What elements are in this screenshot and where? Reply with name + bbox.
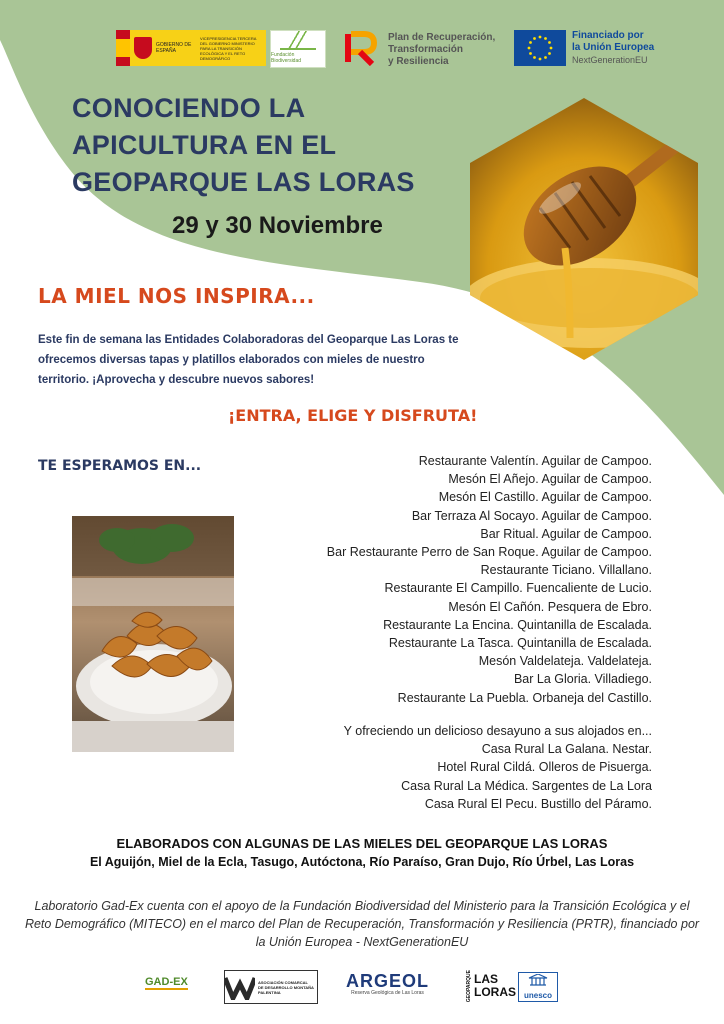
unesco-temple-icon xyxy=(528,974,548,986)
header-logos xyxy=(116,28,676,68)
fundacion-biodiversidad-logo: Fundación Biodiversidad xyxy=(270,30,326,68)
prtr-logo xyxy=(342,30,378,66)
restaurant-item: Bar Restaurante Perro de San Roque. Aguilar de Campoo. xyxy=(326,545,652,560)
restaurant-item: Mesón Valdelateja. Valdelateja. xyxy=(478,654,652,669)
slogan: ¡ENTRA, ELIGE Y DISFRUTA! xyxy=(228,406,478,425)
unesco-logo: unesco xyxy=(518,972,558,1002)
eu-flag-icon xyxy=(514,30,566,66)
restaurant-item: Restaurante El Campillo. Fuencaliente de Lucio. xyxy=(384,581,652,596)
restaurant-item: Mesón El Castillo. Aguilar de Campoo. xyxy=(438,490,652,505)
footer-funding-text: Laboratorio Gad-Ex cuenta con el apoyo de la Fundación Biodiversidad del Ministerio para la Transición Ecológica y el Reto Demográfico (MITECO) en el marco del Plan de Recuperación, Transformación y Resiliencia (PRTR), financiado por la Unión Europea - NextGenerationEU xyxy=(24,899,700,949)
mieles-title: ELABORADOS CON ALGUNAS DE LAS MIELES DEL GEOPARQUE LAS LORAS xyxy=(116,836,608,851)
asociacion-logo: ASOCIACIÓN COMARCAL DE DESARROLLO MONTAÑA PALENTINA xyxy=(224,970,318,1004)
honey-dipper-photo xyxy=(470,98,698,360)
lodging-item: Casa Rural La Médica. Sargentes de La Lora xyxy=(401,778,652,793)
honey-tapas-photo xyxy=(72,516,234,752)
gadex-logo: GAD-EX xyxy=(145,976,188,988)
intro-paragraph: Este fin de semana las Entidades Colaboradoras del Geoparque Las Loras te ofrecemos diversas tapas y platillos elaborados con mieles de nuestro territorio. ¡Aprovecha y descubre nuevos sabores! xyxy=(38,334,459,386)
restaurant-item: Restaurante La Encina. Quintanilla de Escalada. xyxy=(383,617,652,632)
restaurant-item: Mesón El Cañón. Pesquera de Ebro. xyxy=(448,599,652,614)
restaurant-item: Restaurante La Tasca. Quintanilla de Escalada. xyxy=(388,636,652,651)
lodging-item: Casa Rural La Galana. Nestar. xyxy=(481,742,652,757)
lodging-item: Hotel Rural Cildá. Olleros de Pisuerga. xyxy=(437,760,652,775)
poster-title: CONOCIENDO LA APICULTURA EN EL GEOPARQUE LAS LORAS xyxy=(72,93,415,197)
footer-logos xyxy=(0,966,724,1010)
restaurant-item: Bar Ritual. Aguilar de Campoo. xyxy=(480,526,652,541)
gobierno-espana-logo: GOBIERNO DE ESPAÑA VICEPRESIDENCIA TERCERA DEL GOBIERNO MINISTERIO PARA LA TRANSICIÓN ECOLÓGICA Y EL RETO DEMOGRÁFICO xyxy=(116,30,266,66)
te-esperamos-heading: TE ESPERAMOS EN... xyxy=(38,458,202,474)
event-date: 29 y 30 Noviembre xyxy=(172,212,383,239)
restaurant-list xyxy=(232,452,652,707)
lodging-list xyxy=(232,722,652,813)
restaurant-item: Bar La Gloria. Villadiego. xyxy=(513,672,652,687)
restaurant-item: Bar Terraza Al Socayo. Aguilar de Campoo. xyxy=(411,508,652,523)
restaurant-item: Restaurante Ticiano. Villallano. xyxy=(480,563,652,578)
geoparque-las-loras-logo: GEOPARQUE LAS LORAS xyxy=(466,970,516,1003)
eu-text: Financiado por la Unión Europea NextGenerationEU xyxy=(572,30,655,65)
prtr-text: Plan de Recuperación, Transformación y Resiliencia xyxy=(388,32,496,67)
mountain-logo-icon xyxy=(225,974,255,1000)
argeol-logo: ARGEOL Reserva Geológica de Las Loras xyxy=(346,971,430,996)
restaurant-item: Mesón El Añejo. Aguilar de Campoo. xyxy=(448,472,652,487)
section-heading-miel: LA MIEL NOS INSPIRA... xyxy=(38,284,315,308)
restaurant-item: Restaurante La Puebla. Orbaneja del Castillo. xyxy=(397,690,652,705)
restaurant-item: Restaurante Valentín. Aguilar de Campoo. xyxy=(418,454,652,468)
breakfast-intro: Y ofreciendo un delicioso desayuno a sus alojados en... xyxy=(343,724,652,738)
lodging-item: Casa Rural El Pecu. Bustillo del Páramo. xyxy=(424,796,652,811)
mieles-list: El Aguijón, Miel de la Ecla, Tasugo, Autóctona, Río Paraíso, Gran Dujo, Río Úrbel, Las Loras xyxy=(89,855,635,869)
